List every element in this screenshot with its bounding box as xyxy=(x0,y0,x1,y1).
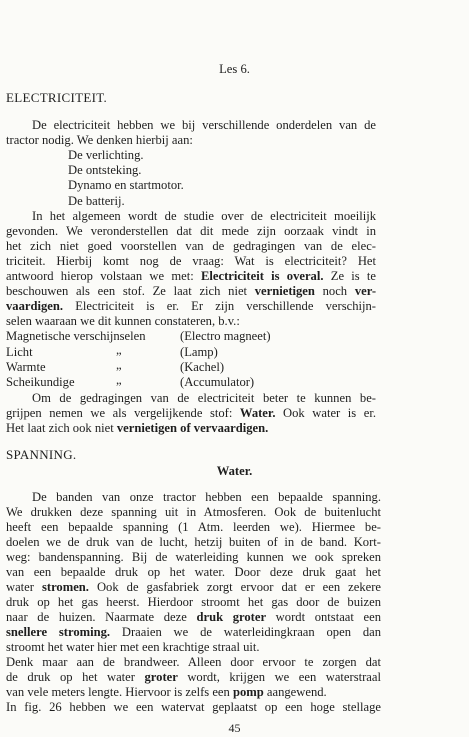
table-cell-phenomenon: Licht xyxy=(6,345,33,359)
paragraph-line: Het laat zich ook niet vernietigen of vervaardigen. xyxy=(6,421,269,435)
paragraph-line: selen waaraan we dit kunnen constateren, b.v.: xyxy=(6,314,240,328)
table-cell-phenomenon: Magnetische verschijnselen xyxy=(6,329,146,343)
paragraph-line: Om de gedragingen van de electriciteit beter te kunnen be- xyxy=(32,391,376,405)
list-item: De batterij. xyxy=(68,194,125,208)
paragraph-line: vaardigen. Electriciteit is er. Er zijn verschillende verschijn- xyxy=(6,299,376,313)
list-item: De ontsteking. xyxy=(68,163,142,177)
paragraph-line: In het algemeen wordt de studie over de electriciteit moeilijk xyxy=(32,209,376,223)
paragraph-line: antwoord hierop volstaan we met: Electriciteit is overal. Ze is te xyxy=(6,269,377,283)
paragraph-line: tractor nodig. We denken hierbij aan: xyxy=(6,133,193,147)
paragraph-line: van een bepaalde druk op het water. Door deze druk gaat het xyxy=(6,565,381,579)
table-cell-example: (Kachel) xyxy=(180,360,225,374)
paragraph-line: De electriciteit hebben we bij verschillende onderdelen van de xyxy=(32,118,376,132)
ditto-mark: „ xyxy=(116,358,122,372)
paragraph-line: Denk maar aan de brandweer. Alleen door ervoor te zorgen dat xyxy=(6,655,381,669)
paragraph-line: beschouwen als een stof. Ze laat zich niet vernietigen noch ver- xyxy=(6,284,377,298)
paragraph-line: gevonden. We veronderstellen dat dit mede zijn oorzaak vindt in xyxy=(6,224,376,238)
paragraph-line: druk op het gas heerst. Hierdoor stroomt het gas door de buizen xyxy=(6,595,381,609)
table-cell-example: (Accumulator) xyxy=(180,375,255,389)
paragraph-line: de druk op het water groter wordt, krijgen we een waterstraal xyxy=(6,670,381,684)
paragraph-line: grijpen nemen we als vergelijkende stof: Water. Ook water is er. xyxy=(6,406,376,420)
paragraph-line: heeft een bepaalde spanning (1 Atm. leerden we). Hiermee be- xyxy=(6,520,381,534)
table-cell-phenomenon: Scheikundige xyxy=(6,375,75,389)
section-title-electricity: ELECTRICITEIT. xyxy=(6,90,108,105)
paragraph-line: water stromen. Ook de gasfabriek zorgt ervoor dat er een zekere xyxy=(6,580,381,594)
paragraph-line: We drukken deze spanning uit in Atmosferen. Ook de buitenlucht xyxy=(6,505,381,519)
paragraph-line: het zich niet goed voorstellen van de gedragingen van de elec- xyxy=(6,239,376,253)
paragraph-line: stroomt het water hier met een krachtige straal uit. xyxy=(6,640,260,654)
paragraph-line: weg: bandenspanning. Bij de waterleiding kunnen we ook spreken xyxy=(6,550,381,564)
paragraph-line: doelen we de druk van de lucht, hetzij buiten of in de band. Kort- xyxy=(6,535,381,549)
paragraph-line: snellere stroming. Draaien we de waterleidingkraan open dan xyxy=(6,625,381,639)
paragraph-line: van vele meters lengte. Hiervoor is zelfs een pomp aangewend. xyxy=(6,685,327,699)
list-item: Dynamo en startmotor. xyxy=(68,178,184,192)
paragraph-line: naar de huizen. Naarmate deze druk groter wordt ontstaat een xyxy=(6,610,381,624)
list-item: De verlichting. xyxy=(68,148,144,162)
table-cell-example: (Lamp) xyxy=(180,345,218,359)
section-subtitle-water: Water. xyxy=(216,464,253,478)
table-cell-phenomenon: Warmte xyxy=(6,360,46,374)
paragraph-line: triciteit. Hierbij komt nog de vraag: Wat is electriciteit? Het xyxy=(6,254,376,268)
ditto-mark: „ xyxy=(116,343,122,357)
page-number: 45 xyxy=(228,721,241,735)
ditto-mark: „ xyxy=(116,373,122,387)
section-title-tension: SPANNING. xyxy=(6,447,77,462)
paragraph-line: In fig. 26 hebben we een watervat geplaatst op een hoge stellage xyxy=(6,700,381,714)
table-cell-example: (Electro magneet) xyxy=(180,329,271,343)
paragraph-line: De banden van onze tractor hebben een bepaalde spanning. xyxy=(32,490,381,504)
lesson-number: Les 6. xyxy=(219,62,250,76)
